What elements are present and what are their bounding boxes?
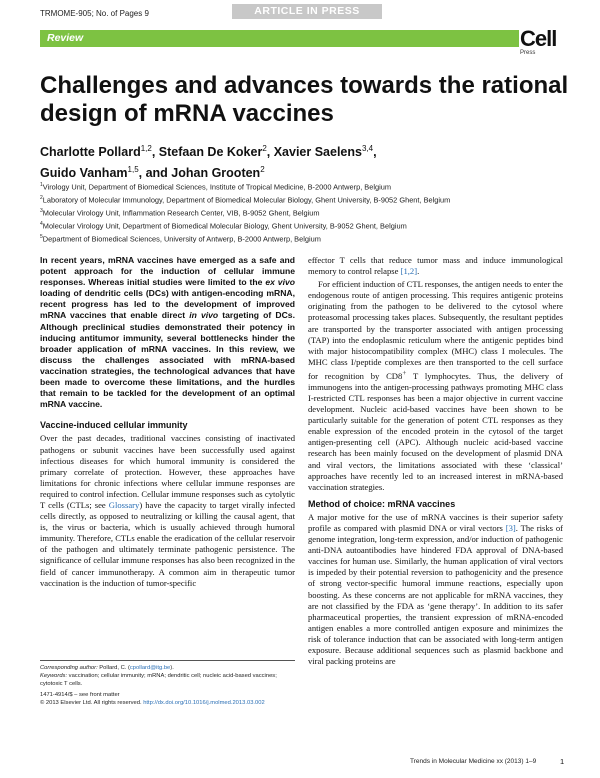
logo-sub-text: Press <box>520 50 536 56</box>
affiliation: $^4$Molecular Virology Unit, Department of Biomedical Molecular Biology, Ghent University, B-9052 Ghent, Belgium <box>40 220 407 231</box>
author-affil-ref: 1,2 <box>140 144 152 153</box>
section-heading: Method of choice: mRNA vaccines <box>308 498 456 509</box>
article-title: Challenges and advances towards the rational design of mRNA vaccines <box>40 72 569 127</box>
author-affil-ref: 1,5 <box>127 165 139 175</box>
journal-footer: Trends in Molecular Medicine xx (2013) 1–9 <box>410 758 537 765</box>
author-name: Xavier Saelens <box>273 145 362 160</box>
section-band <box>40 30 519 47</box>
glossary-link[interactable]: Glossary <box>108 499 140 510</box>
section-label: Review <box>47 32 84 44</box>
author-name: Guido Vanham <box>40 166 128 181</box>
doi-link[interactable]: http://dx.doi.org/10.1016/j.molmed.2013.03.002 <box>143 700 265 706</box>
author-sep: , and <box>138 166 172 181</box>
reference-link[interactable]: [1,2] <box>400 266 418 277</box>
author-list <box>40 140 560 182</box>
keywords: Keywords: vaccination; cellular immunity; mRNA; dendritic cell; nucleic acid-based vaccines; cytotoxic T cells. <box>40 673 277 687</box>
body-paragraph: For efficient induction of CTL responses, the antigen needs to enter the endogenous route of antigen processing. This requires antigenic proteins originating from the pathogen to be delivered to the cytosol where proteasomal processing takes places. Subsequently, the resultant peptides are transported by the transporter associated with antigen processing (TAP) into the endoplasmic reticulum where the antigenic peptides bind with major histocompatibility complex (MHC) class I molecules. The MHC class I/peptide complexes are then transported to the cell surface for recognition by CD8+ T lymphocytes. Thus, the delivery of immunogens into the antigen-processing pathways promoting MHC class I-restricted CTL responses has been a major objective in current vaccine development. Nucleic acid-based vaccines have been shown to be particularly suitable for the generation of potent CTL responses as they enable expression of the encoded protein in the cytosol of the target antigen-presenting cell (APC). Although nucleic acid-based vaccine research has been mainly focused on the development of plasmid DNA and viral vectors, the limitations associated with these ‘classical’ approaches have recently led to an increased interest in mRNA-based vaccination strategies. <box>308 279 563 492</box>
section-heading: Vaccine-induced cellular immunity <box>40 420 188 431</box>
author-name: Johan Grooten <box>171 166 261 181</box>
page-number: 1 <box>560 757 565 766</box>
affiliation: $^5$Department of Biomedical Sciences, University of Antwerp, B-2000 Antwerp, Belgium <box>40 233 321 244</box>
left-column <box>40 255 295 591</box>
author-affil-ref: 2 <box>262 144 267 153</box>
author-sep: , <box>266 145 274 160</box>
abstract: In recent years, mRNA vaccines have emerged as a safe and potent approach for the induction of cellular immune responses. Whereas initial studies were limited to the ex vivo loading of dendritic cells (DCs) with antigen-encoding mRNA, recent progress has led to the development of improved mRNA vaccines that enable direct in vivo targeting of DCs. Although preclinical studies demonstrated their potency in inducing antitumor immunity, several bottlenecks hinder the broader application of mRNA vaccines. In this review, we discuss the challenges associated with mRNA-based vaccination strategies, the technological advances that have been made to overcome these limitations, and the hurdles that remain to be tackled for the development of an optimal mRNA vaccine. <box>40 255 295 410</box>
author-affil-ref: 2 <box>260 165 265 175</box>
author-name: Stefaan De Koker <box>158 145 263 160</box>
body-paragraph: Over the past decades, traditional vaccines consisting of inactivated pathogens or subunit vaccines have been successfully used against infectious diseases for which humoral immunity is considered the primary correlate of protection. However, these approaches have limitations for chronic infections where cellular immune responses are required to control infection. Cellular immune responses such as cytolytic T cells (CTLs; see Glossary) have the capacity to target virally infected cells directly, as opposed to neutralizing or killing the causal agent, that is, the virus or bacteria, which is usually achieved through humoral immunity. Therefore, CTLs enable the eradication of the cellular reservoir of the pathogen and ultimately terminate pathogenic persistence. The significance of cellular immune responses has also been recognized in the field of cancer immunotherapy. A common aim in therapeutic tumor vaccination is the induction of tumor-specific <box>40 433 295 588</box>
author-sep: , <box>373 145 377 160</box>
author-sep: , <box>151 145 159 160</box>
email-link[interactable]: cpollard@itg.be <box>129 665 171 671</box>
affiliation: $^2$Laboratory of Molecular Immunology, Department of Biomedical Molecular Biology, Ghent University, B-9052 Ghent, Belgium <box>40 194 451 205</box>
right-column <box>308 255 563 669</box>
corresponding-author: Corresponding author: Pollard, C. (cpollard@itg.be). <box>40 665 174 671</box>
cell-press-logo <box>520 28 568 58</box>
body-paragraph: A major motive for the use of mRNA vaccines is their superior safety profile as compared with plasmid DNA or viral vectors [3]. The risks of genome integration, long-term expression, and/or induction of pathogenic anti-DNA autoantibodies have hindered FDA approval of DNA-based vaccines for human use. Similarly, the human application of viral vectors is impeded by their potential reversion to pathogenicity and the presence of strong vector-specific humoral immune reactions, especially upon boosting. As these concerns are not applicable for mRNA vaccines, they are not classified by the FDA as ‘gene therapy’. In addition to its safer pharmaceutical properties, the transient expression of mRNA-encoded antigen enables a more controlled antigen exposure and minimizes the risk of tolerance induction that can be associated with long-term antigen exposure. Because additional sequences such as plasmid backbone and viral packing proteins are <box>308 511 563 667</box>
reference-link[interactable]: [3] <box>505 523 516 534</box>
author-affil-ref: 3,4 <box>361 144 374 153</box>
article-in-press-banner: ARTICLE IN PRESS <box>232 4 382 19</box>
copyright: © 2013 Elsevier Ltd. All rights reserved. http://dx.doi.org/10.1016/j.molmed.2013.03.002 <box>40 700 265 706</box>
logo-main-text: Cell <box>520 26 557 51</box>
footnotes <box>40 660 295 707</box>
affiliation: $^3$Molecular Virology Unit, Inflammation Research Center, VIB, B-9052 Ghent, Belgium <box>40 207 320 218</box>
body-paragraph: effector T cells that reduce tumor mass and induce immunological memory to control relapse [1,2]. <box>308 255 563 277</box>
journal-code: TRMOME-905; No. of Pages 9 <box>40 9 149 18</box>
issn: 1471-4914/$ – see front matter <box>40 692 120 698</box>
author-name: Charlotte Pollard <box>40 145 141 160</box>
affiliation: $^1$Virology Unit, Department of Biomedical Sciences, Institute of Tropical Medicine, B-2000 Antwerp, Belgium <box>40 182 391 192</box>
affiliation-list <box>40 180 580 245</box>
